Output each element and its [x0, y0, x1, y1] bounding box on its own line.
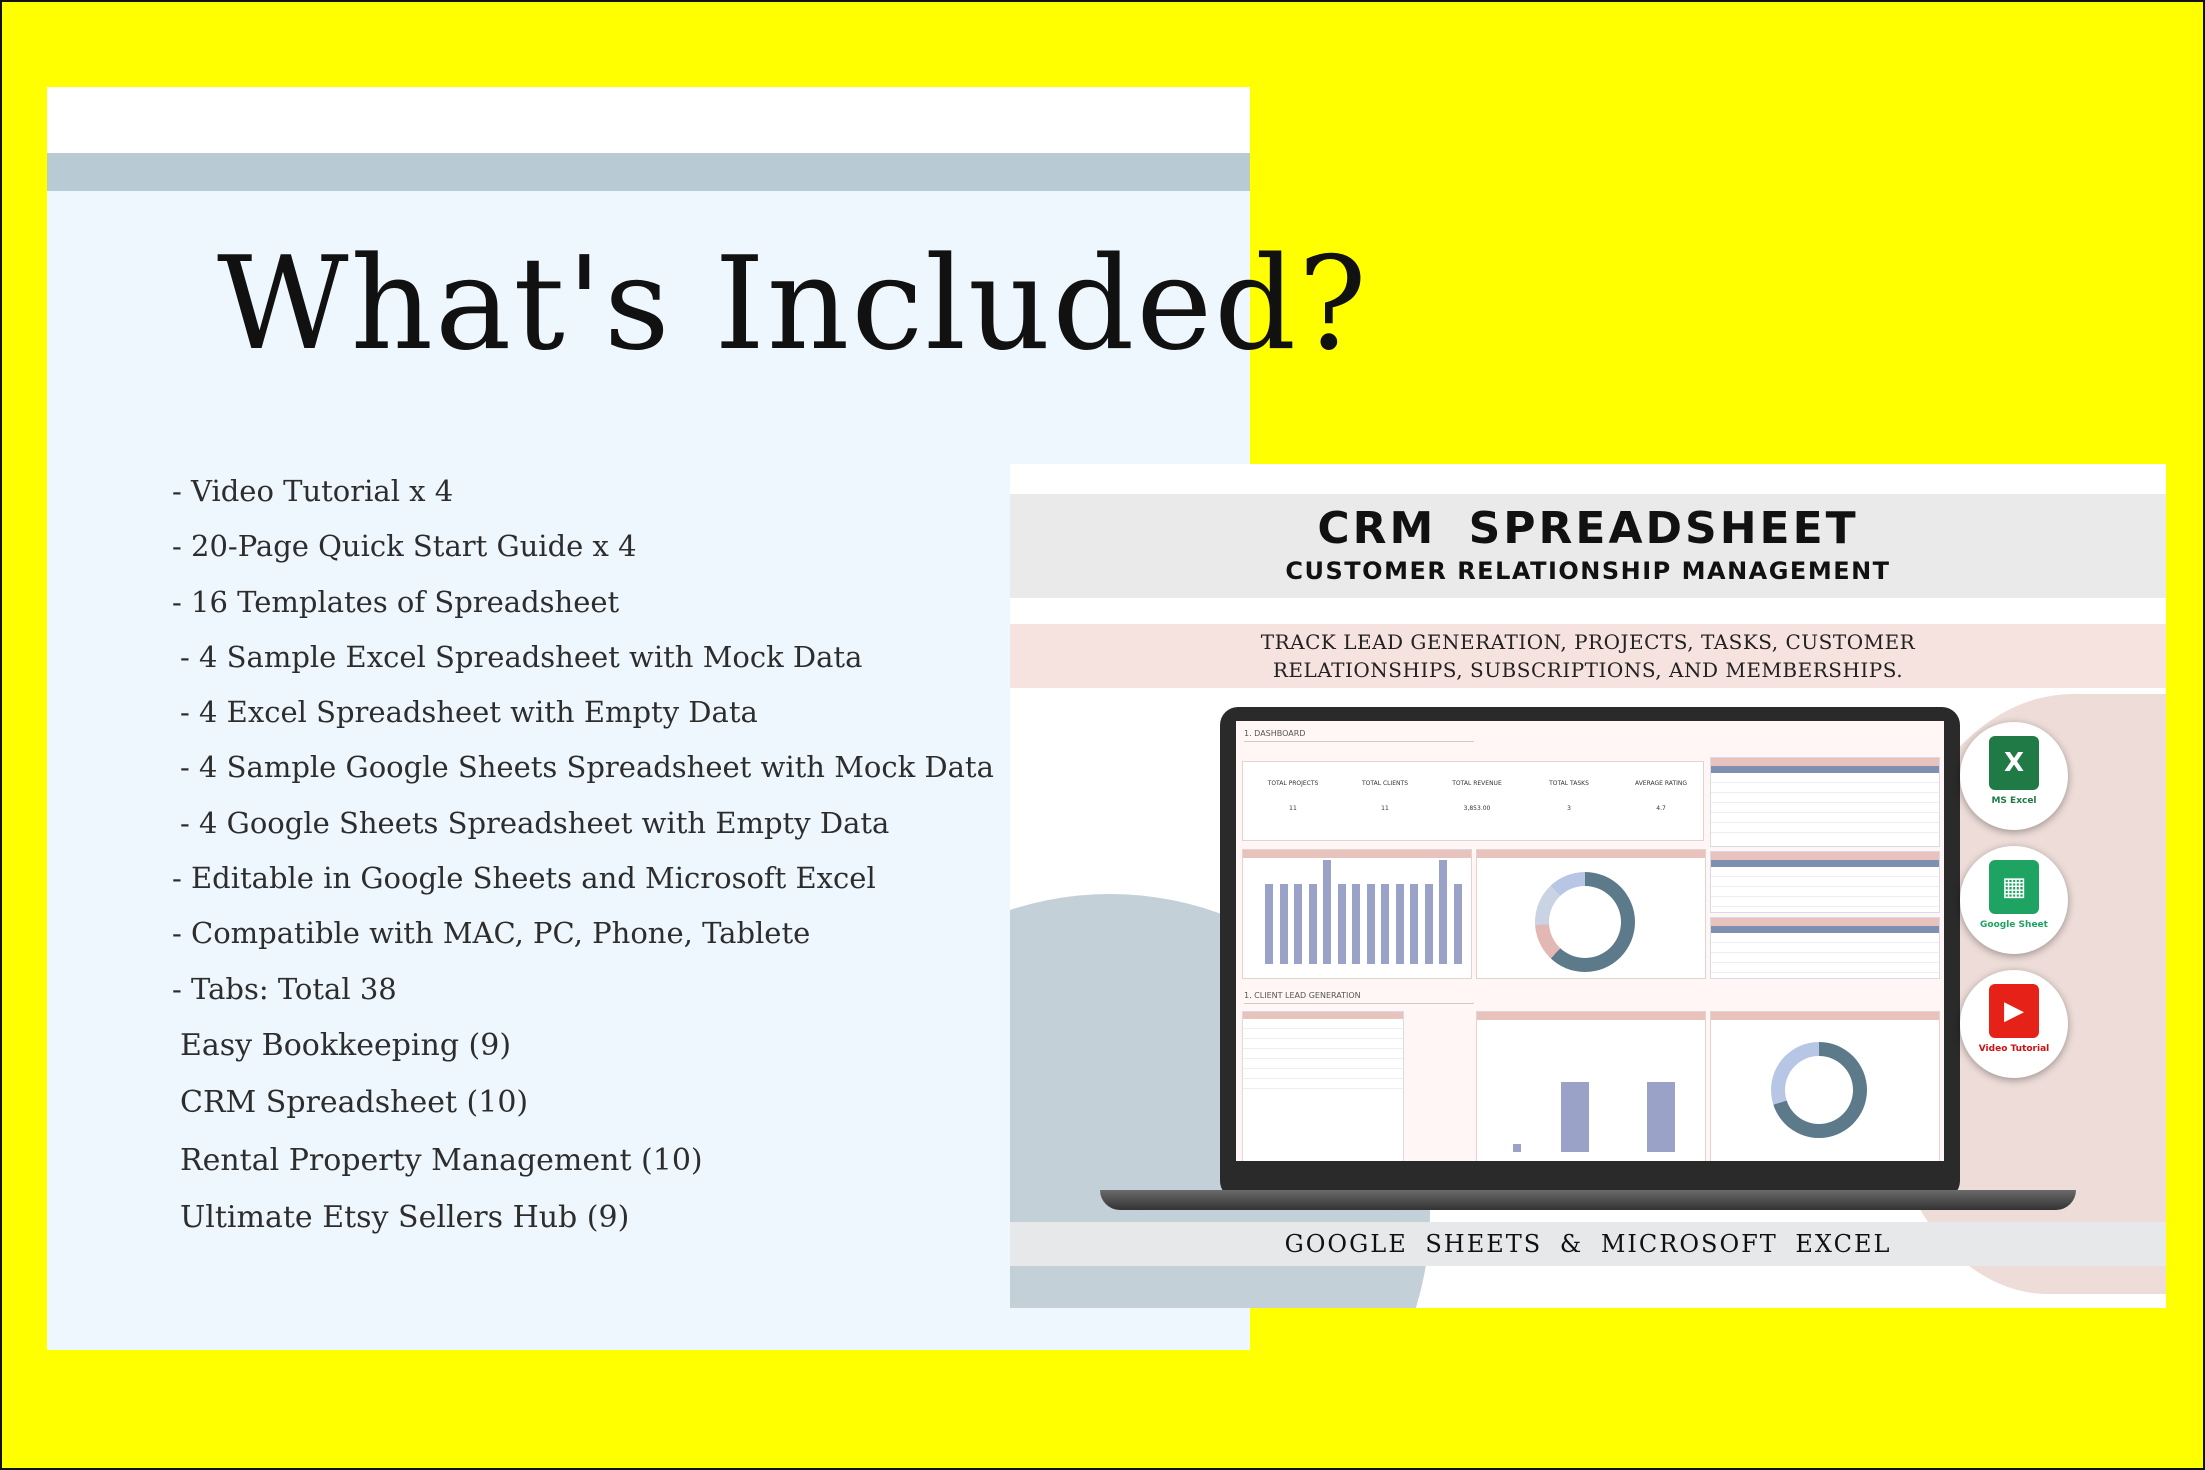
crm-description — [1010, 624, 2166, 688]
kpi-tile — [1437, 780, 1517, 812]
kpi-panel — [1242, 761, 1704, 841]
included-item: - 20-Page Quick Start Guide x 4 — [172, 529, 637, 564]
kpi-value: 4.7 — [1656, 805, 1666, 812]
recent-projects-table — [1710, 757, 1940, 847]
included-item: - 4 Sample Excel Spreadsheet with Mock Data — [180, 639, 863, 674]
crm-title: CRM SPREADSHEET — [1317, 503, 1859, 554]
youtube-badge — [1960, 970, 2068, 1078]
subscriptions-table — [1710, 917, 1940, 979]
revenue-bar — [1280, 884, 1288, 964]
crm-header — [1010, 494, 2166, 598]
kpi-value: 11 — [1289, 805, 1297, 812]
dashboard-label: 1. DASHBOARD — [1244, 729, 1306, 738]
lead-generation-label: 1. CLIENT LEAD GENERATION — [1244, 991, 1361, 1000]
kpi-value: 3 — [1567, 805, 1571, 812]
revenue-bar — [1454, 884, 1462, 964]
included-item: - Video Tutorial x 4 — [172, 474, 454, 508]
revenue-bar-panel — [1242, 849, 1472, 979]
crm-description-line-1: TRACK LEAD GENERATION, PROJECTS, TASKS, CUSTOMER — [1260, 630, 1916, 654]
google-sheets-badge — [1960, 846, 2068, 954]
donut-panel — [1476, 849, 1706, 979]
lead-donut-panel — [1710, 1011, 1940, 1161]
kpi-tile — [1253, 780, 1333, 812]
included-category: CRM Spreadsheet (10) — [180, 1085, 529, 1121]
card-top-margin — [47, 87, 1250, 153]
whats-included-title: What's Included? — [217, 230, 1369, 379]
revenue-bar — [1381, 884, 1389, 964]
revenue-bar — [1425, 884, 1433, 964]
revenue-bar — [1338, 884, 1346, 964]
kpi-tile — [1529, 780, 1609, 812]
lead-generation-underline — [1244, 1003, 1474, 1004]
revenue-bar — [1439, 860, 1447, 964]
crm-preview-card — [1010, 464, 2166, 1308]
crm-subtitle: CUSTOMER RELATIONSHIP MANAGEMENT — [1285, 557, 1891, 585]
included-item: - 4 Google Sheets Spreadsheet with Empty Data — [180, 805, 890, 840]
app-label: Video Tutorial — [1978, 1044, 2050, 1054]
included-item: - 4 Sample Google Sheets Spreadsheet with Mock Data — [180, 750, 994, 785]
app-label: MS Excel — [1991, 796, 2037, 806]
laptop-base — [1100, 1190, 2076, 1210]
app-label: Google Sheet — [1980, 920, 2048, 930]
revenue-bar — [1396, 884, 1404, 964]
kpi-value: 3,853.00 — [1463, 805, 1491, 812]
revenue-bar — [1352, 884, 1360, 964]
leads-table — [1710, 851, 1940, 913]
included-category: Ultimate Etsy Sellers Hub (9) — [180, 1200, 630, 1236]
included-items-list — [172, 464, 994, 1247]
revenue-bar — [1410, 884, 1418, 964]
crm-footer: GOOGLE SHEETS & MICROSOFT EXCEL — [1010, 1222, 2166, 1266]
lead-donut-chart — [1771, 1042, 1867, 1138]
included-item: - 4 Excel Spreadsheet with Empty Data — [180, 695, 758, 730]
kpi-tile — [1621, 780, 1701, 812]
lead-bar-panel — [1476, 1011, 1706, 1161]
included-category: Rental Property Management (10) — [180, 1142, 703, 1178]
revenue-bar — [1323, 860, 1331, 964]
revenue-bar — [1265, 884, 1273, 964]
youtube-icon: ▶ — [1989, 984, 2039, 1038]
excel-badge — [1960, 722, 2068, 830]
dashboard-underline — [1244, 741, 1474, 742]
kpi-tile — [1345, 780, 1425, 812]
lead-table — [1242, 1011, 1404, 1161]
included-item: - Editable in Google Sheets and Microsoft Excel — [172, 861, 876, 896]
kpi-label: AVERAGE RATING — [1634, 780, 1688, 787]
included-item: - Compatible with MAC, PC, Phone, Tablete — [172, 916, 811, 951]
included-item: - 16 Templates of Spreadsheet — [172, 584, 620, 619]
kpi-label: TOTAL REVENUE — [1452, 780, 1502, 787]
revenue-bar — [1367, 884, 1375, 964]
google-sheets-icon: ▦ — [1989, 860, 2039, 914]
included-category: Easy Bookkeeping (9) — [180, 1027, 512, 1063]
donut-chart — [1535, 872, 1635, 972]
revenue-bar — [1294, 884, 1302, 964]
included-item: - Tabs: Total 38 — [172, 971, 397, 1006]
excel-icon: X — [1989, 736, 2039, 790]
kpi-label: TOTAL CLIENTS — [1362, 780, 1408, 787]
revenue-bar — [1309, 884, 1317, 964]
laptop-mockup — [1220, 707, 1960, 1199]
kpi-label: TOTAL TASKS — [1549, 780, 1589, 787]
kpi-value: 11 — [1381, 805, 1389, 812]
kpi-label: TOTAL PROJECTS — [1267, 780, 1319, 787]
laptop-screen — [1236, 721, 1944, 1161]
card-header-band — [47, 153, 1250, 191]
crm-description-line-2: RELATIONSHIPS, SUBSCRIPTIONS, AND MEMBERSHIPS. — [1272, 658, 1904, 682]
